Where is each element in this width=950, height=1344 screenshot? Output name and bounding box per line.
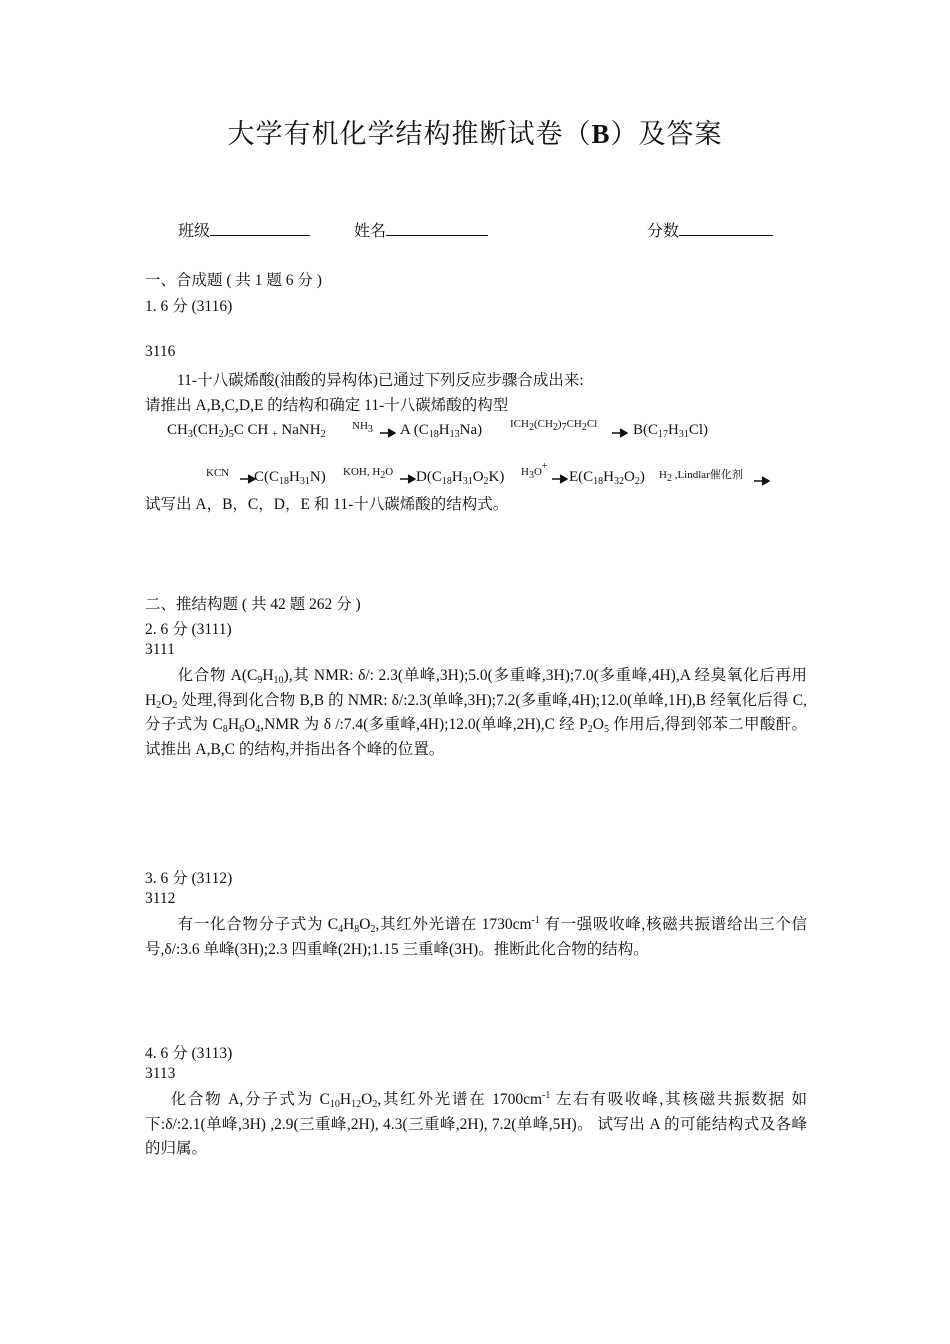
reagent-lindlar: $H_2$ ,Lindlar催化剂 xyxy=(659,469,743,484)
compound-e: $E(C_{18}H_{32}O_2)$ xyxy=(569,469,645,487)
class-blank[interactable] xyxy=(210,219,310,236)
question4-body: 化合物 A,分子式为 $C_{10}H_{12}O_2$,其红外光谱在 $1700cm^{-1}$ 左右有吸收峰,其核磁共振数据 如下:δ/:2.1(单峰,3H) ,2.9(三重峰,2H), 4.3(三重峰,2H), 7.2(单峰,5H)。 试写出 A 的可能结构式及各峰的归属。 xyxy=(145,1090,807,1157)
compound-c: $C(C_{18}H_{31}N)$ xyxy=(254,469,326,487)
question1-line: 1. 6 分 (3116) xyxy=(145,298,233,315)
compound-b: $B(C_{17}H_{31}Cl)$ xyxy=(633,422,709,440)
section1-heading: 一、合成题 ( 共 1 题 6 分 ) xyxy=(145,272,322,289)
question3-code: 3112 xyxy=(145,890,176,907)
reagent-koh: KOH, $H_2O$ xyxy=(343,466,394,481)
section2-heading: 二、推结构题 ( 共 42 题 262 分 ) xyxy=(145,596,361,613)
score-label: 分数 xyxy=(647,223,680,240)
compound-a: A $(C_{18}H_{13}Na)$ xyxy=(400,422,483,440)
question1-closing: 试写出 A，B，C，D，E 和 11-十八碳烯酸的结构式。 xyxy=(145,496,509,513)
name-blank[interactable] xyxy=(386,219,488,236)
reagent-alkyl-iodide: $ICH_2(CH_2)_7CH_2Cl$ xyxy=(510,418,598,433)
arrow-6-icon xyxy=(754,476,770,486)
reagent-kcn: KCN xyxy=(206,467,230,479)
name-field xyxy=(354,218,488,241)
question2-body: 化合物 $A(C_9H_{10})$,其 NMR: δ/: 2.3(单峰,3H);5.0(多重峰,3H);7.0(多重峰,4H),A 经臭氧化后再用 $H_2O_2$ 处理,得到化合物 B,B 的 NMR: δ/:2.3(单峰,3H);7.2(多重峰,4H);12.0(单峰,1H),B 经氧化后得 C,分子式为 $C_8H_6O_4,NMR$ 为 δ /:7.4(多重峰,4H);12.0(单峰,2H),C 经 $P_2O_5$ 作用后,得到邻苯二甲酸酐。试推出 A,B,C 的结构,并指出各个峰的位置。 xyxy=(145,667,808,758)
reaction-start: $CH_3(CH_2)_5C$ CH $_+$ NaNH$_2$ xyxy=(167,422,326,440)
reagent-nh3: $NH_3$ xyxy=(352,420,373,435)
compound-d: $D(C_{18}H_{31}O_2K)$ xyxy=(416,469,505,487)
question2-code: 3111 xyxy=(145,641,175,658)
question1-intro: 11-十八碳烯酸(油酸的异构体)已通过下列反应步骤合成出来: xyxy=(177,372,584,389)
question2-line: 2. 6 分 (3111) xyxy=(145,621,232,638)
reagent-h3o: $H_3O^+$ xyxy=(521,461,548,481)
question4-code: 3113 xyxy=(145,1065,176,1082)
arrow-5-icon xyxy=(552,474,568,484)
class-field xyxy=(178,218,310,241)
name-label: 姓名 xyxy=(354,223,387,240)
question3-line: 3. 6 分 (3112) xyxy=(145,870,233,887)
question3-body: 有一化合物分子式为 $C_4H_8O_2$,其红外光谱在 $1730cm^{-1}$ 有一强吸收峰,核磁共振谱给出三个信号,δ/:3.6 单峰(3H);2.3 四重峰(2H);1.15 三重峰(3H)。推断此化合物的结构。 xyxy=(145,915,807,958)
arrow-1-icon xyxy=(380,428,396,438)
question1-instruction: 请推出 A,B,C,D,E 的结构和确定 11-十八碳烯酸的构型 xyxy=(145,397,509,414)
page-title: 大学有机化学结构推断试卷（B）及答案 xyxy=(227,119,723,149)
score-blank[interactable] xyxy=(679,219,773,236)
score-field xyxy=(647,218,773,241)
question1-code: 3116 xyxy=(145,343,176,360)
class-label: 班级 xyxy=(178,223,211,240)
arrow-4-icon xyxy=(400,474,416,484)
arrow-2-icon xyxy=(612,428,628,438)
question4-line: 4. 6 分 (3113) xyxy=(145,1045,233,1062)
